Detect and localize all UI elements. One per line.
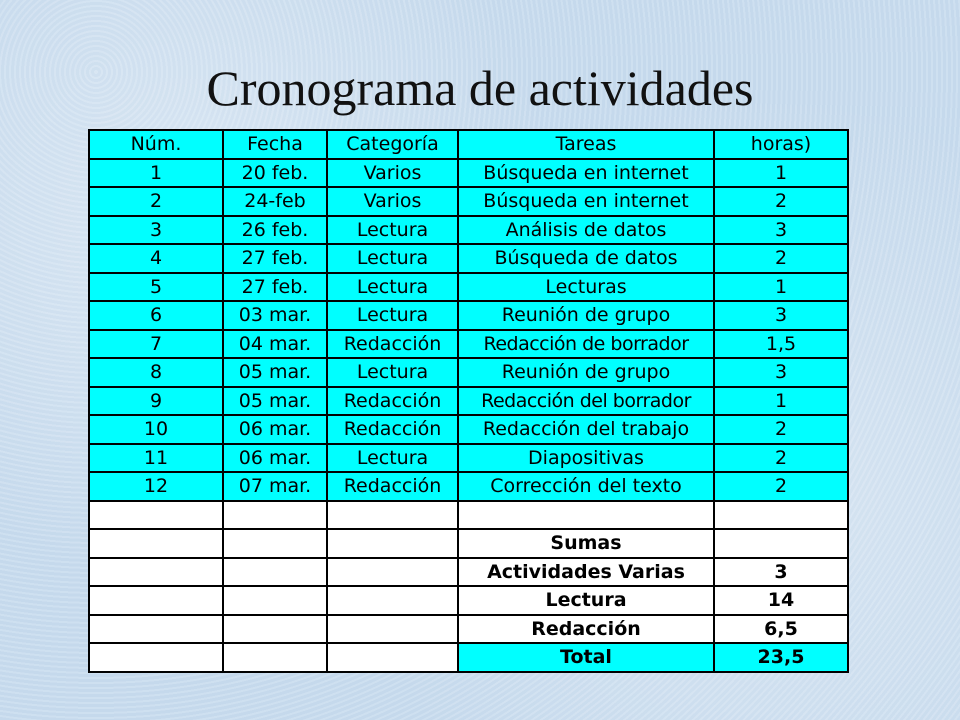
row-num: 2 <box>89 187 223 216</box>
row-category: Redacción <box>327 387 458 416</box>
row-num: 3 <box>89 216 223 245</box>
row-task: Diapositivas <box>458 444 714 473</box>
row-date: 26 feb. <box>223 216 327 245</box>
row-hours: 2 <box>714 244 848 273</box>
slide-title: Cronograma de actividades <box>206 60 754 116</box>
row-hours: 2 <box>714 415 848 444</box>
summary-value: 3 <box>714 558 848 587</box>
row-date: 05 mar. <box>223 358 327 387</box>
header-tasks: Tareas <box>458 130 714 159</box>
row-task: Búsqueda en internet <box>458 159 714 188</box>
row-date: 20 feb. <box>223 159 327 188</box>
row-hours: 1,5 <box>714 330 848 359</box>
row-hours: 1 <box>714 273 848 302</box>
summary-row <box>89 586 848 615</box>
empty-cell <box>327 586 458 615</box>
summary-total-row <box>89 643 848 672</box>
row-task: Análisis de datos <box>458 216 714 245</box>
row-category: Redacción <box>327 330 458 359</box>
summary-row <box>89 615 848 644</box>
empty-cell <box>223 615 327 644</box>
row-date: 24-feb <box>223 187 327 216</box>
empty-cell <box>327 558 458 587</box>
table-row <box>89 187 848 216</box>
summary-row <box>89 558 848 587</box>
header-date: Fecha <box>223 130 327 159</box>
row-num: 5 <box>89 273 223 302</box>
row-hours: 2 <box>714 187 848 216</box>
empty-cell <box>89 558 223 587</box>
row-date: 27 feb. <box>223 244 327 273</box>
header-hours: horas) <box>714 130 848 159</box>
row-num: 11 <box>89 444 223 473</box>
empty-cell <box>223 558 327 587</box>
row-date: 03 mar. <box>223 301 327 330</box>
table-row <box>89 301 848 330</box>
row-num: 8 <box>89 358 223 387</box>
header-num: Núm. <box>89 130 223 159</box>
row-task: Reunión de grupo <box>458 301 714 330</box>
table-row <box>89 273 848 302</box>
table-row <box>89 444 848 473</box>
summary-label: Lectura <box>458 586 714 615</box>
row-task: Reunión de grupo <box>458 358 714 387</box>
row-hours: 3 <box>714 216 848 245</box>
row-hours: 2 <box>714 444 848 473</box>
row-num: 7 <box>89 330 223 359</box>
row-date: 06 mar. <box>223 415 327 444</box>
row-task: Búsqueda en internet <box>458 187 714 216</box>
schedule-table <box>88 129 849 673</box>
table-row <box>89 159 848 188</box>
empty-cell <box>223 529 327 558</box>
empty-cell <box>327 643 458 672</box>
empty-cell <box>89 586 223 615</box>
row-num: 1 <box>89 159 223 188</box>
row-task: Redacción del trabajo <box>458 415 714 444</box>
summary-total-label: Total <box>458 643 714 672</box>
summary-label: Redacción <box>458 615 714 644</box>
table-row <box>89 330 848 359</box>
row-task: Redacción de borrador <box>458 330 714 359</box>
row-hours: 2 <box>714 472 848 501</box>
empty-cell <box>714 501 848 530</box>
row-category: Lectura <box>327 273 458 302</box>
row-category: Lectura <box>327 301 458 330</box>
row-num: 4 <box>89 244 223 273</box>
table-row <box>89 387 848 416</box>
row-num: 6 <box>89 301 223 330</box>
empty-cell <box>714 529 848 558</box>
empty-cell <box>89 529 223 558</box>
row-task: Búsqueda de datos <box>458 244 714 273</box>
row-category: Redacción <box>327 472 458 501</box>
table-row <box>89 415 848 444</box>
row-num: 12 <box>89 472 223 501</box>
row-hours: 1 <box>714 159 848 188</box>
empty-cell <box>89 501 223 530</box>
header-category: Categoría <box>327 130 458 159</box>
summary-value: 6,5 <box>714 615 848 644</box>
row-hours: 1 <box>714 387 848 416</box>
table-row <box>89 244 848 273</box>
row-category: Lectura <box>327 444 458 473</box>
row-task: Corrección del texto <box>458 472 714 501</box>
row-task: Redacción del borrador <box>458 387 714 416</box>
summary-total-value: 23,5 <box>714 643 848 672</box>
row-hours: 3 <box>714 301 848 330</box>
row-category: Varios <box>327 187 458 216</box>
row-hours: 3 <box>714 358 848 387</box>
summary-heading-row <box>89 529 848 558</box>
row-category: Lectura <box>327 216 458 245</box>
row-category: Redacción <box>327 415 458 444</box>
row-category: Lectura <box>327 244 458 273</box>
row-category: Varios <box>327 159 458 188</box>
empty-row <box>89 501 848 530</box>
row-date: 04 mar. <box>223 330 327 359</box>
row-date: 07 mar. <box>223 472 327 501</box>
empty-cell <box>223 586 327 615</box>
empty-cell <box>327 615 458 644</box>
table-row <box>89 358 848 387</box>
empty-cell <box>223 501 327 530</box>
empty-cell <box>458 501 714 530</box>
table-row <box>89 472 848 501</box>
summary-label: Actividades Varias <box>458 558 714 587</box>
empty-cell <box>89 643 223 672</box>
summary-value: 14 <box>714 586 848 615</box>
row-date: 05 mar. <box>223 387 327 416</box>
header-row <box>89 130 848 159</box>
row-date: 06 mar. <box>223 444 327 473</box>
empty-cell <box>327 529 458 558</box>
table-row <box>89 216 848 245</box>
row-num: 10 <box>89 415 223 444</box>
row-task: Lecturas <box>458 273 714 302</box>
summary-heading: Sumas <box>458 529 714 558</box>
row-category: Lectura <box>327 358 458 387</box>
empty-cell <box>223 643 327 672</box>
empty-cell <box>327 501 458 530</box>
row-date: 27 feb. <box>223 273 327 302</box>
row-num: 9 <box>89 387 223 416</box>
empty-cell <box>89 615 223 644</box>
